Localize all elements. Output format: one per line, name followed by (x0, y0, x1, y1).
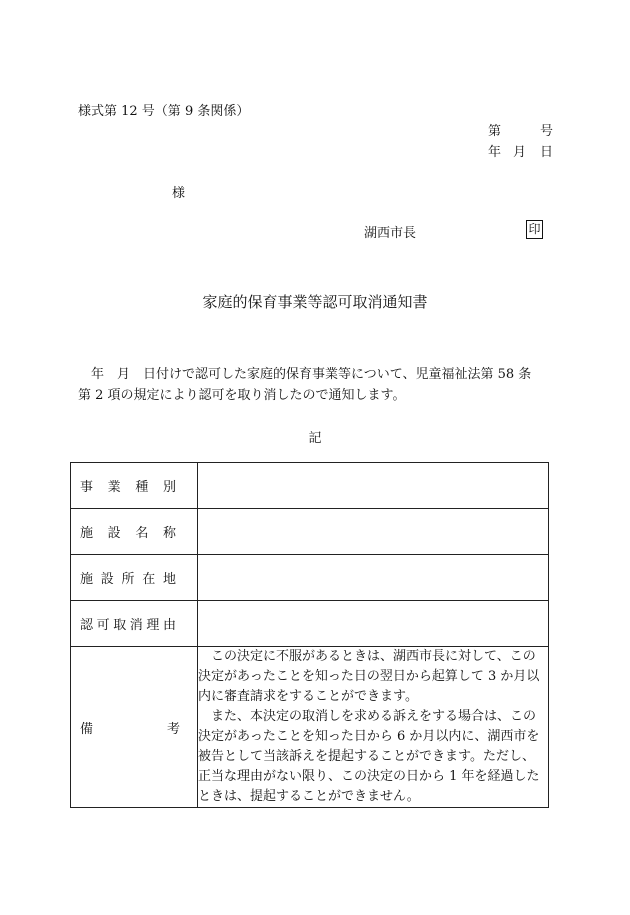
row-label-remarks (71, 647, 198, 808)
label-char: 称 (162, 526, 176, 541)
label-char: 所 (121, 572, 135, 587)
date-year-label: 年 (488, 145, 502, 160)
body-text-line-1: 年 月 日付けで認可した家庭的保育事業等について、児童福祉法第 58 条 (78, 367, 532, 382)
label-char: 考 (166, 721, 180, 737)
label-char: 取 (113, 618, 127, 633)
details-table (70, 462, 549, 808)
table-row (71, 509, 549, 555)
label-char: 設 (107, 526, 121, 541)
row-label-business-type (71, 463, 198, 509)
ki-heading: 記 (308, 431, 322, 446)
row-label-revocation-reason (71, 601, 198, 647)
recipient-honorific: 様 (172, 186, 186, 201)
label-char: 種 (135, 480, 149, 495)
label-char: 理 (146, 618, 160, 633)
table-row (71, 555, 549, 601)
remarks-line: 決定があったことを知った日から 6 か月以内に、湖西市を (198, 729, 540, 744)
body-text-line-2: 第 2 項の規定により認可を取り消したので通知します。 (78, 388, 406, 403)
remarks-text (198, 647, 549, 808)
remarks-line: この決定に不服があるときは、湖西市長に対して、この (198, 649, 536, 664)
label-char: 消 (129, 618, 143, 633)
document-number-label: 第 (488, 124, 502, 139)
label-char: 施 (80, 526, 94, 541)
label-char: 地 (162, 572, 176, 587)
business-type-value (198, 463, 549, 509)
label-char: 可 (96, 618, 110, 633)
document-title: 家庭的保育事業等認可取消通知書 (202, 293, 428, 311)
date-day-label: 日 (540, 145, 554, 160)
form-number: 様式第 12 号（第 9 条関係） (78, 104, 250, 119)
remarks-line: ときは、提起することができません。 (198, 789, 420, 804)
label-char: 施 (80, 572, 94, 587)
remarks-line: 正当な理由がない限り、この決定の日から 1 年を経過した (198, 769, 540, 784)
label-char: 業 (107, 480, 121, 495)
facility-address-value (198, 555, 549, 601)
label-char: 認 (80, 618, 94, 633)
label-char: 在 (142, 572, 156, 587)
label-char: 事 (80, 480, 94, 495)
table-row (71, 463, 549, 509)
revocation-reason-value (198, 601, 549, 647)
date-month-label: 月 (513, 145, 527, 160)
remarks-line: また、本決定の取消しを求める訴えをする場合は、この (198, 709, 537, 724)
remarks-line: 決定があったことを知った日の翌日から起算して 3 か月以 (198, 669, 540, 684)
label-char: 名 (135, 526, 149, 541)
label-char: 別 (162, 480, 176, 495)
remarks-line: 内に審査請求をすることができます。 (198, 689, 418, 704)
facility-name-value (198, 509, 549, 555)
table-row (71, 601, 549, 647)
row-label-facility-address (71, 555, 198, 601)
row-label-facility-name (71, 509, 198, 555)
label-char: 備 (80, 721, 94, 737)
label-char: 由 (162, 618, 176, 633)
seal-mark: 印 (526, 220, 543, 239)
document-number-suffix: 号 (540, 124, 554, 139)
label-char: 設 (100, 572, 114, 587)
remarks-line: 被告として当該訴えを提起することができます。ただし、 (198, 749, 535, 764)
table-row (71, 647, 549, 808)
issuer-name: 湖西市長 (364, 226, 417, 241)
